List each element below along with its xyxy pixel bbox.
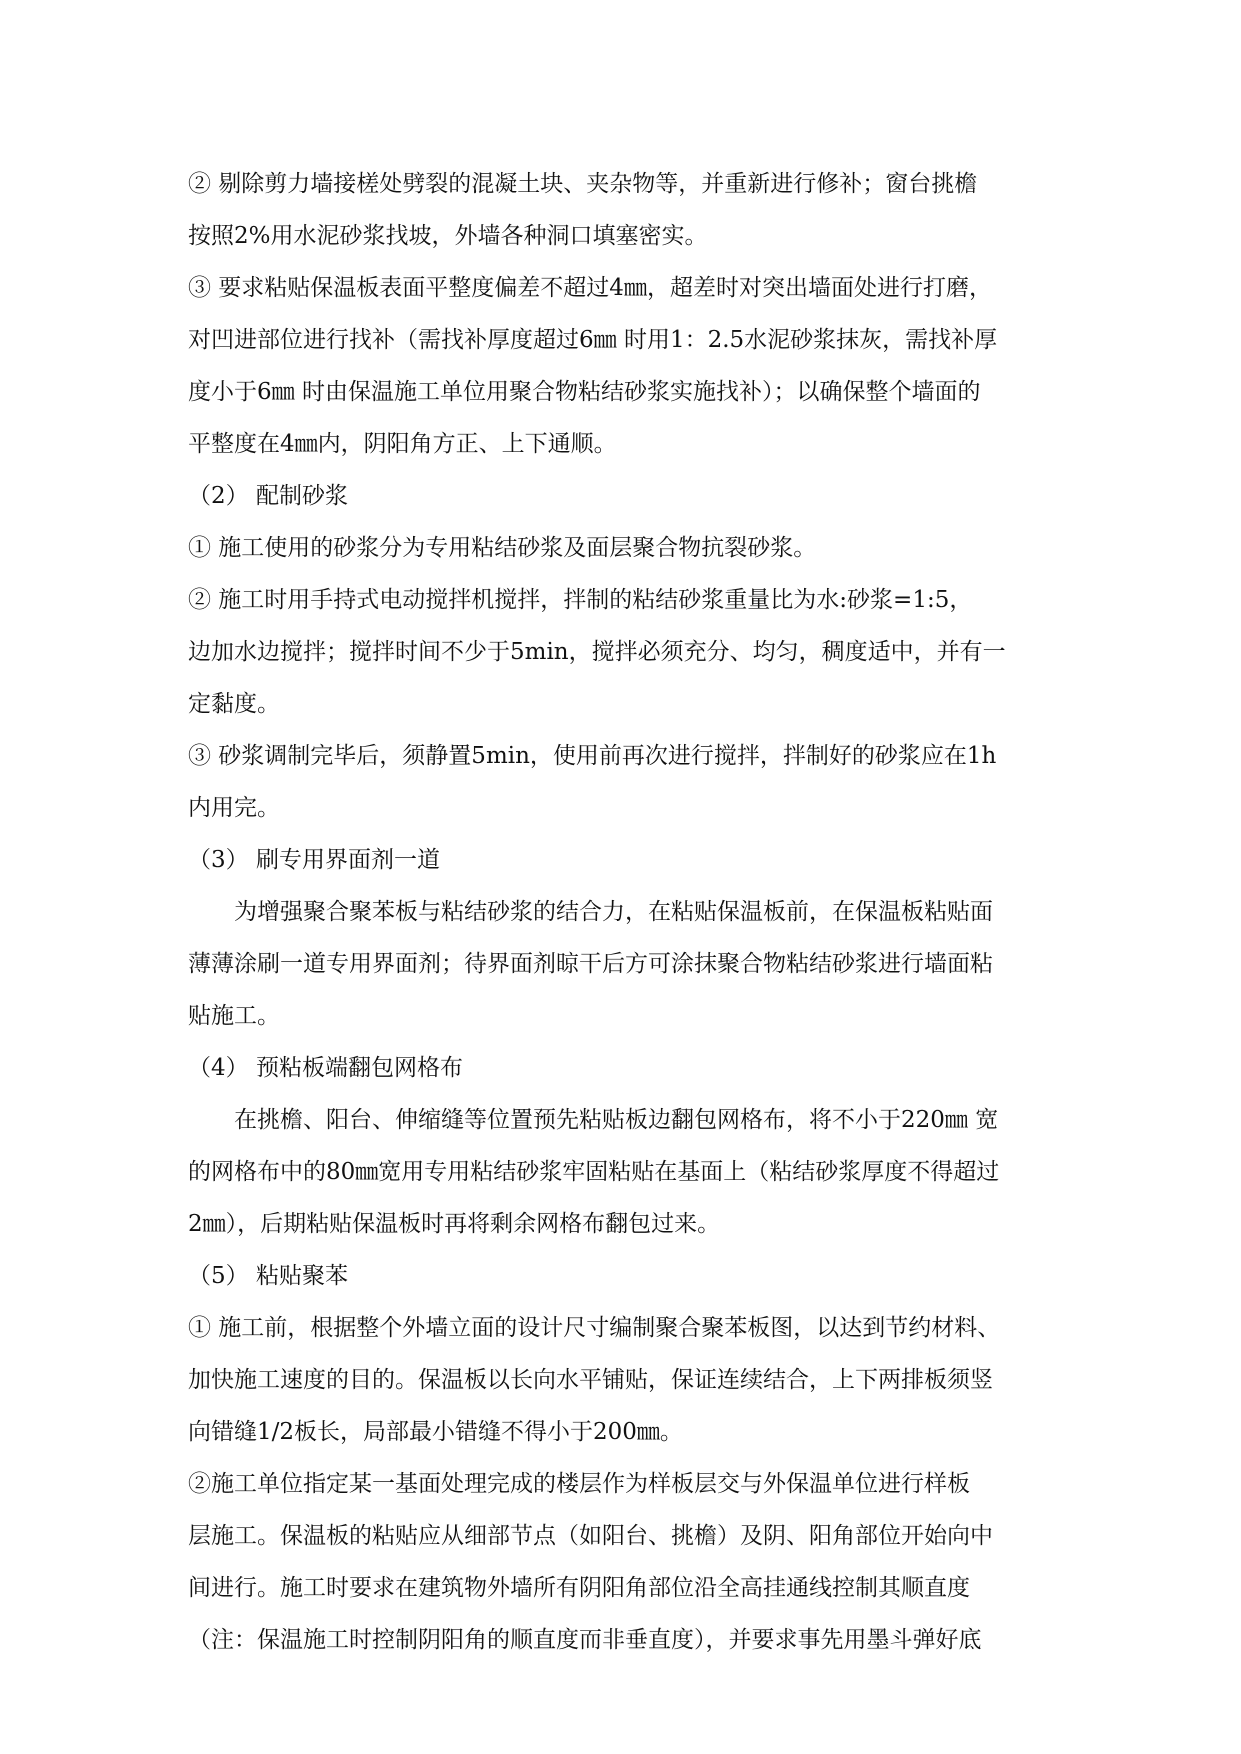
text-line: 按照2%用水泥砂浆找坡，外墙各种洞口填塞密实。 [188, 223, 708, 249]
text-line: ③ 要求粘贴保温板表面平整度偏差不超过4㎜，超差时对突出墙面处进行打磨， [188, 275, 992, 301]
text-line: 间进行。施工时要求在建筑物外墙所有阴阳角部位沿全高挂通线控制其顺直度 [188, 1575, 970, 1601]
text-line: 向错缝1/2板长，局部最小错缝不得小于200㎜。 [188, 1419, 683, 1445]
text-line: 度小于6㎜ 时由保温施工单位用聚合物粘结砂浆实施找补）；以确保整个墙面的 [188, 379, 981, 405]
text-line: 加快施工速度的目的。保温板以长向水平铺贴，保证连续结合，上下两排板须竖 [188, 1367, 993, 1393]
document-body [188, 158, 1068, 1666]
text-line: 边加水边搅拌；搅拌时间不少于5min，搅拌必须充分、均匀，稠度适中，并有一 [188, 639, 1006, 665]
text-line: 2㎜），后期粘贴保温板时再将剩余网格布翻包过来。 [188, 1211, 721, 1237]
section-heading: （2） 配制砂浆 [188, 483, 348, 509]
text-line: ②施工单位指定某一基面处理完成的楼层作为样板层交与外保温单位进行样板 [188, 1471, 970, 1497]
text-line: ① 施工使用的砂浆分为专用粘结砂浆及面层聚合物抗裂砂浆。 [188, 535, 817, 561]
text-line: 定黏度。 [188, 691, 280, 717]
text-line: 平整度在4㎜内，阴阳角方正、上下通顺。 [188, 431, 617, 457]
section-heading: （4） 预粘板端翻包网格布 [188, 1055, 463, 1081]
text-line: 为增强聚合聚苯板与粘结砂浆的结合力，在粘贴保温板前，在保温板粘贴面 [234, 899, 993, 925]
text-line: 内用完。 [188, 795, 280, 821]
text-line: ① 施工前，根据整个外墙立面的设计尺寸编制聚合聚苯板图，以达到节约材料、 [188, 1315, 1001, 1341]
text-line: 层施工。保温板的粘贴应从细部节点（如阳台、挑檐）及阴、阳角部位开始向中 [188, 1523, 993, 1549]
text-line: 对凹进部位进行找补（需找补厚度超过6㎜ 时用1：2.5水泥砂浆抹灰，需找补厚 [188, 327, 998, 353]
text-line: ③ 砂浆调制完毕后，须静置5min，使用前再次进行搅拌，拌制好的砂浆应在1h [188, 743, 997, 769]
text-line: 的网格布中的80㎜宽用专用粘结砂浆牢固粘贴在基面上（粘结砂浆厚度不得超过 [188, 1159, 1000, 1185]
section-heading: （5） 粘贴聚苯 [188, 1263, 348, 1289]
text-line: ② 剔除剪力墙接槎处劈裂的混凝土块、夹杂物等，并重新进行修补；窗台挑檐 [188, 171, 978, 197]
text-line: ② 施工时用手持式电动搅拌机搅拌，拌制的粘结砂浆重量比为水:砂浆=1:5， [188, 587, 973, 613]
section-heading: （3） 刷专用界面剂一道 [188, 847, 440, 873]
text-line: 薄薄涂刷一道专用界面剂；待界面剂晾干后方可涂抹聚合物粘结砂浆进行墙面粘 [188, 951, 993, 977]
text-line: 在挑檐、阳台、伸缩缝等位置预先粘贴板边翻包网格布，将不小于220㎜ 宽 [234, 1107, 999, 1133]
text-line: 贴施工。 [188, 1003, 280, 1029]
text-line: （注：保温施工时控制阴阳角的顺直度而非垂直度），并要求事先用墨斗弹好底 [188, 1627, 982, 1653]
